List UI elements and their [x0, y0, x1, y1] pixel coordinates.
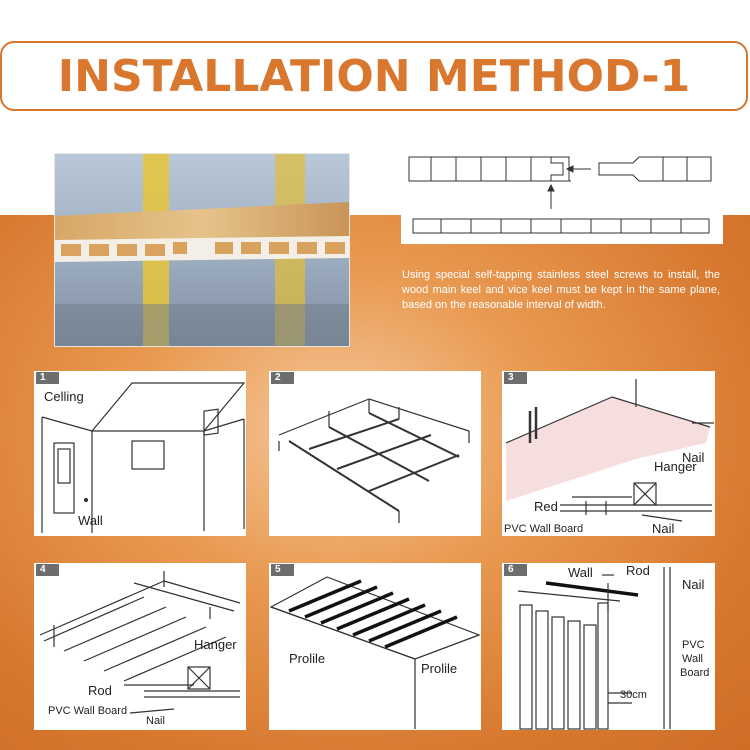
- nail-label-top: Nail: [682, 450, 705, 465]
- nail-label: Nail: [682, 577, 705, 592]
- rod-label: Red: [534, 499, 558, 514]
- wall-label: Wall: [78, 513, 103, 528]
- hanger-label: Hanger: [194, 637, 237, 652]
- step-2-panel: [269, 371, 481, 536]
- step-number: 4: [36, 564, 59, 576]
- step-5-panel: [269, 563, 481, 730]
- profile-label-right: Prolile: [421, 661, 458, 676]
- spacing-label: 30cm: [620, 689, 647, 701]
- step-4-panel: [34, 563, 246, 730]
- nail-label-bottom: Nail: [652, 521, 675, 536]
- step-number: 3: [504, 372, 527, 384]
- pvc-wall-board-label: PVC Wall Board: [48, 705, 128, 717]
- pvc-wall-board-label: PVC Wall Board: [504, 523, 584, 535]
- step-number: 5: [271, 564, 294, 576]
- profile-connection-diagram: [401, 151, 723, 244]
- step-number: 2: [271, 372, 294, 384]
- installation-description: Using special self-tapping stainless steel screws to install, the wood main keel and vice keel must be kept in the same plane, based on the reasonable interval of width.: [402, 269, 720, 311]
- ceiling-label: Celling: [44, 389, 84, 404]
- profile-label-left: Prolile: [289, 651, 326, 666]
- nail-label: Nail: [146, 715, 165, 727]
- board-label: Board: [680, 667, 710, 679]
- step-1-panel: [34, 371, 246, 536]
- wall-label: Wall: [568, 565, 593, 580]
- rod-label: Rod: [88, 683, 112, 698]
- panel-photo: [54, 153, 350, 347]
- page-title: INSTALLATION METHOD-1: [57, 51, 691, 102]
- hanger-label: Hanger: [654, 459, 697, 474]
- step-3-panel: [502, 371, 715, 536]
- step-number: 6: [504, 564, 527, 576]
- step-number: 1: [36, 372, 59, 384]
- rod-label: Rod: [626, 563, 650, 578]
- title-banner: [0, 41, 748, 111]
- pvc-label: PVC: [682, 639, 705, 651]
- wall-label-2: Wall: [682, 653, 703, 665]
- step-6-panel: [502, 563, 715, 730]
